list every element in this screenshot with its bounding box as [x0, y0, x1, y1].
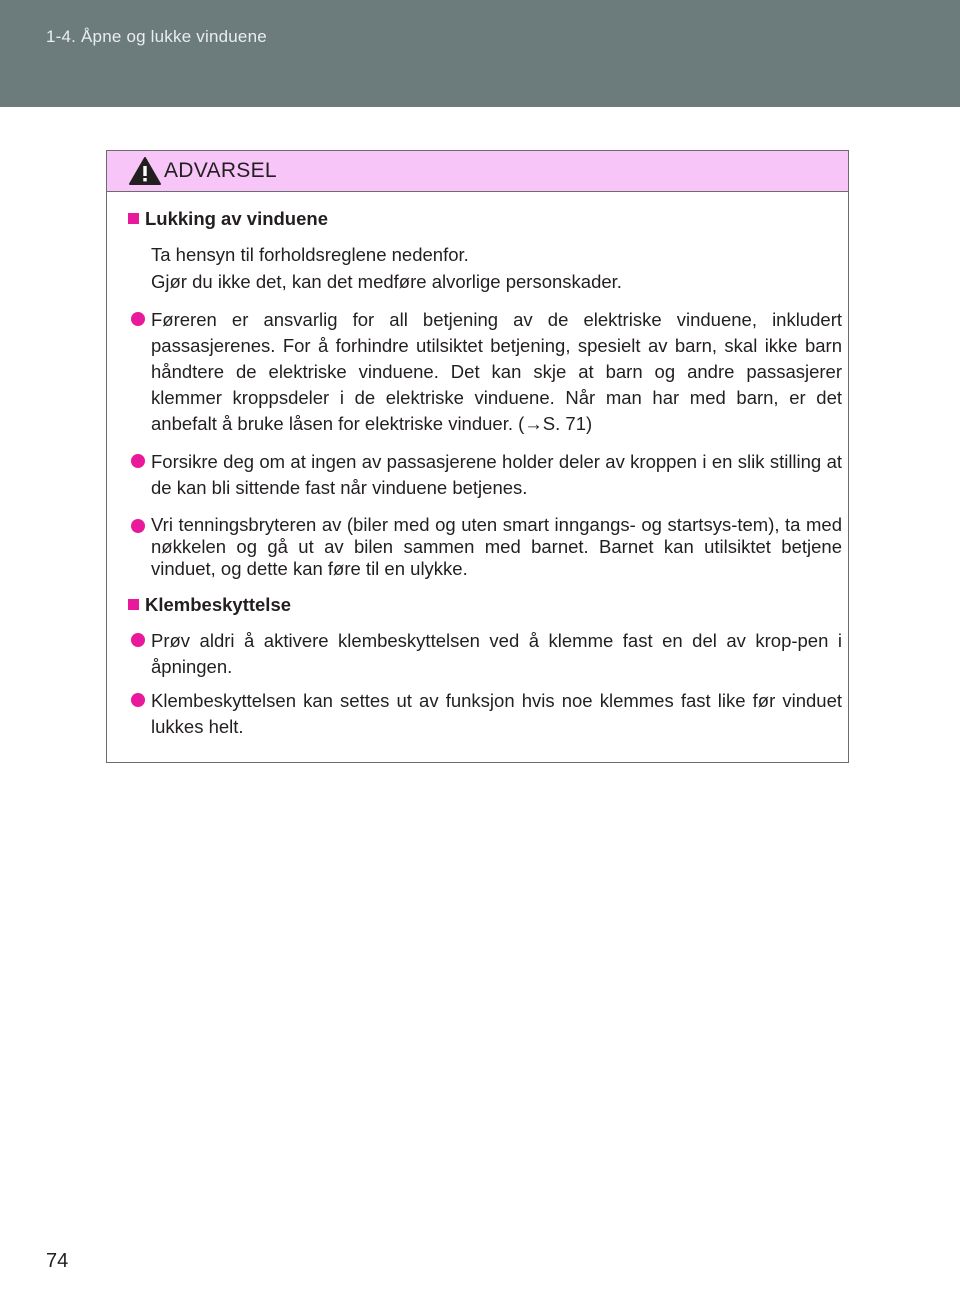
- section-title-closing: Lukking av vinduene: [128, 208, 328, 230]
- intro-line: Ta hensyn til forholdsreglene nedenfor.: [151, 244, 469, 265]
- bullet-item: Vri tenningsbryteren av (biler med og uten smart inngangs- og startsys-tem), ta med nøkkelen og gå ut av bilen sammen med barnet. Barnet kan utilsiktet betjene vinduet, og dette kan føre til en ulykke.: [131, 514, 842, 580]
- intro-line: Gjør du ikke det, kan det medføre alvorlige personskader.: [151, 271, 622, 292]
- bullet-item: Klembeskyttelsen kan settes ut av funksjon hvis noe klemmes fast like før vinduet lukkes helt.: [131, 688, 842, 740]
- bullet-item: Føreren er ansvarlig for all betjening av de elektriske vinduene, inkludert passasjerenes. For å forhindre utilsiktet betjening, spesielt av barn, skal ikke barn håndtere de elektriske vinduene. Det kan skje at barn og andre passasjerer klemmer kroppsdeler i de elektriske vinduene. Når man har med barn, er det anbefalt å bruke låsen for elektriske vinduer. (→S. 71): [131, 307, 842, 437]
- circle-bullet-icon: [131, 454, 145, 468]
- bullet-item: Prøv aldri å aktivere klembeskyttelsen ved å klemme fast en del av krop-pen i åpningen.: [131, 628, 842, 680]
- circle-bullet-icon: [131, 693, 145, 707]
- circle-bullet-icon: [131, 519, 145, 533]
- circle-bullet-icon: [131, 312, 145, 326]
- warning-label: ADVARSEL: [164, 159, 277, 182]
- square-bullet-icon: [128, 213, 139, 224]
- warning-header: [107, 151, 848, 192]
- bullet-item: Forsikre deg om at ingen av passasjerene holder deler av kroppen i en slik stilling at de kan bli sittende fast når vinduene betjenes.: [131, 449, 842, 501]
- chapter-header-bar: [0, 0, 960, 107]
- warning-triangle-icon: [128, 156, 162, 186]
- chapter-title: 1-4. Åpne og lukke vinduene: [46, 27, 267, 46]
- square-bullet-icon: [128, 599, 139, 610]
- circle-bullet-icon: [131, 633, 145, 647]
- page-number: 74: [46, 1250, 69, 1272]
- section-title-pinch-protection: Klembeskyttelse: [128, 594, 291, 616]
- warning-box: [106, 150, 849, 763]
